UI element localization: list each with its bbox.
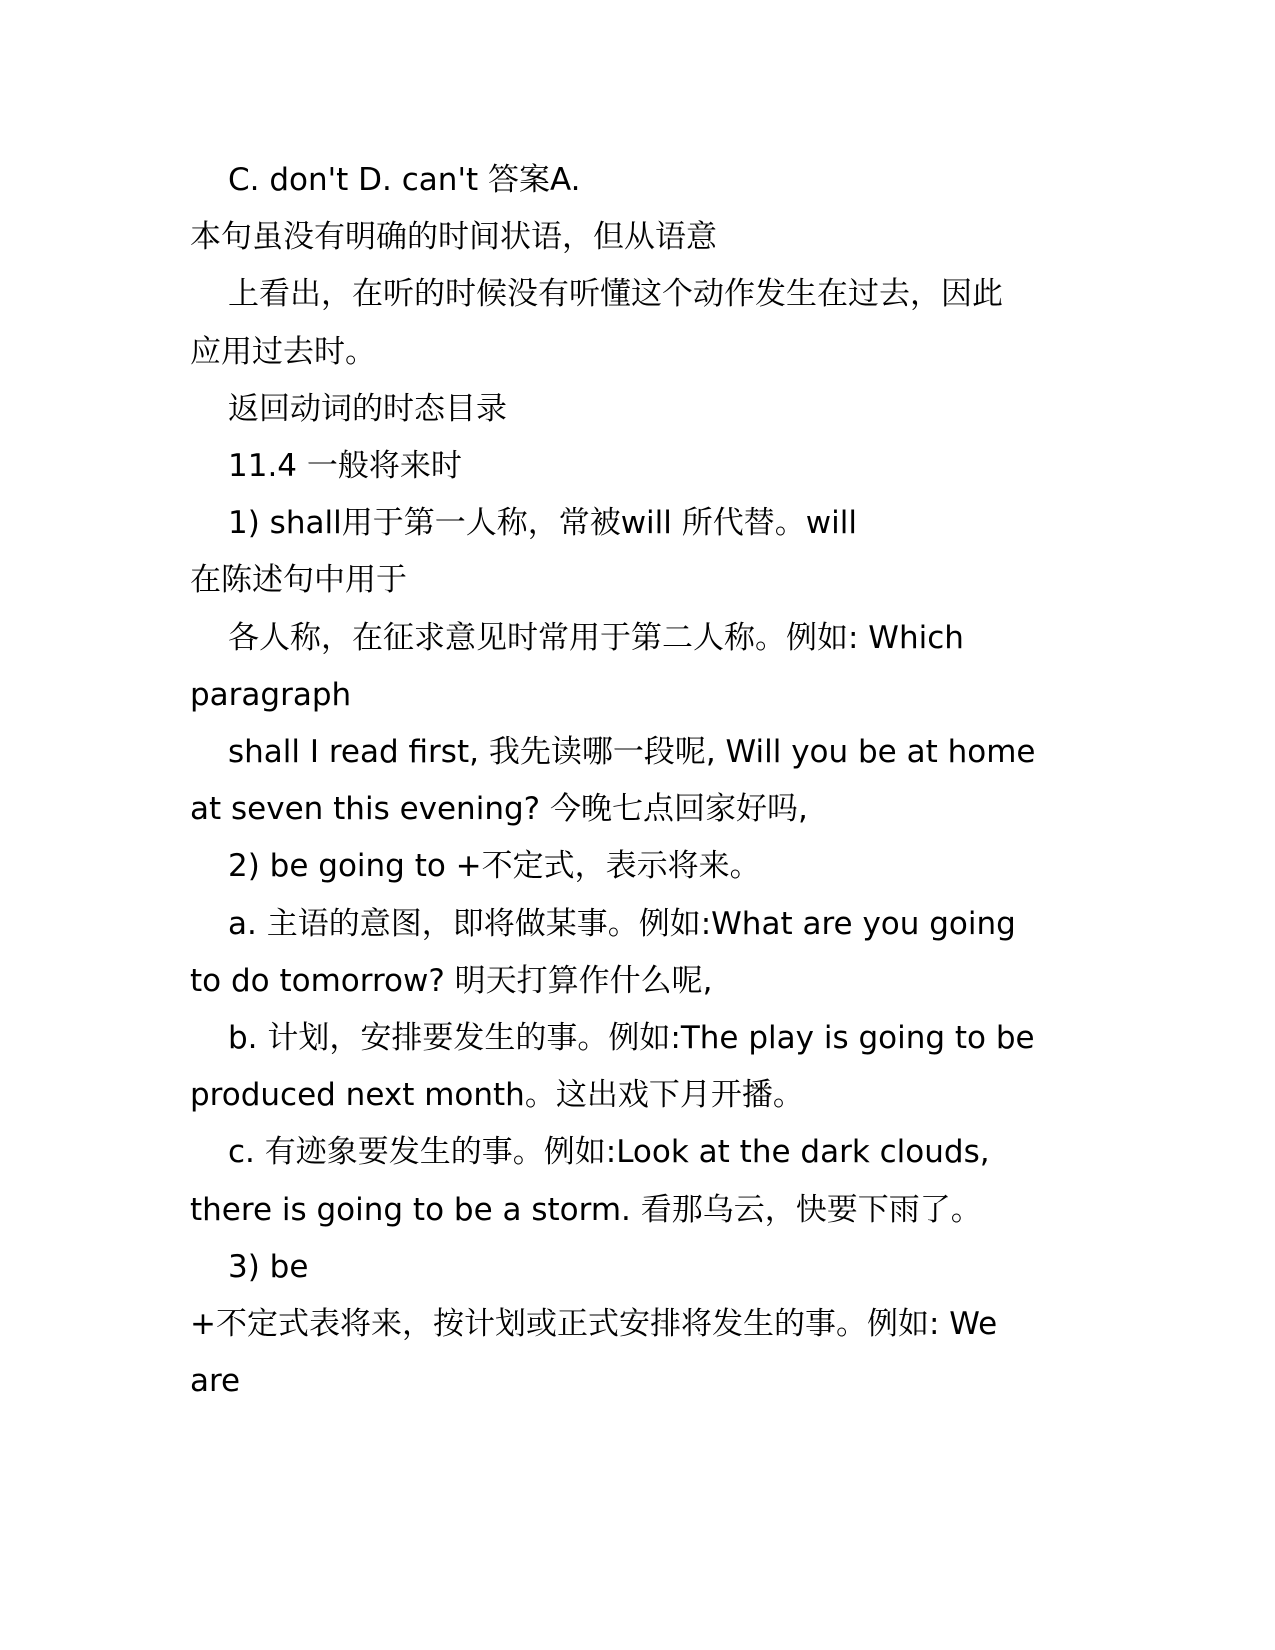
text-line: 1) shall用于第一人称，常被will 所代替。will [228,505,857,542]
text-line: there is going to be a storm. 看那乌云，快要下雨了。 [190,1191,982,1228]
text-line: 各人称，在征求意见时常用于第二人称。例如: Which [228,619,964,656]
text-line: a. 主语的意图，即将做某事。例如:What are you going [228,905,1016,942]
text-line: at seven this evening? 今晚七点回家好吗, [190,791,808,828]
text-line: are [190,1363,241,1400]
text-line: 2) be going to +不定式，表示将来。 [228,848,761,885]
text-line: 本句虽没有明确的时间状语，但从语意 [190,219,717,256]
text-line: +不定式表将来，按计划或正式安排将发生的事。例如: We [190,1306,998,1343]
text-line: C. don't D. can't 答案A. [228,162,581,198]
text-line: shall I read first, 我先读哪一段呢, Will you be at home [228,734,1036,771]
text-line: 3) be [228,1248,309,1285]
toc-return-link[interactable]: 返回动词的时态目录 [228,390,507,427]
text-line: 应用过去时。 [190,333,376,370]
text-line: to do tomorrow? 明天打算作什么呢, [190,962,713,999]
text-line: produced next month。这出戏下月开播。 [190,1077,804,1114]
section-heading: 11.4 一般将来时 [228,448,462,485]
document-body [190,152,1090,1410]
text-line: 在陈述句中用于 [190,562,407,599]
text-line: paragraph [190,676,352,713]
text-line: 上看出，在听的时候没有听懂这个动作发生在过去，因此 [228,276,1003,313]
text-line: c. 有迹象要发生的事。例如:Look at the dark clouds, [228,1134,990,1171]
text-line: b. 计划，安排要发生的事。例如:The play is going to be [228,1020,1035,1057]
